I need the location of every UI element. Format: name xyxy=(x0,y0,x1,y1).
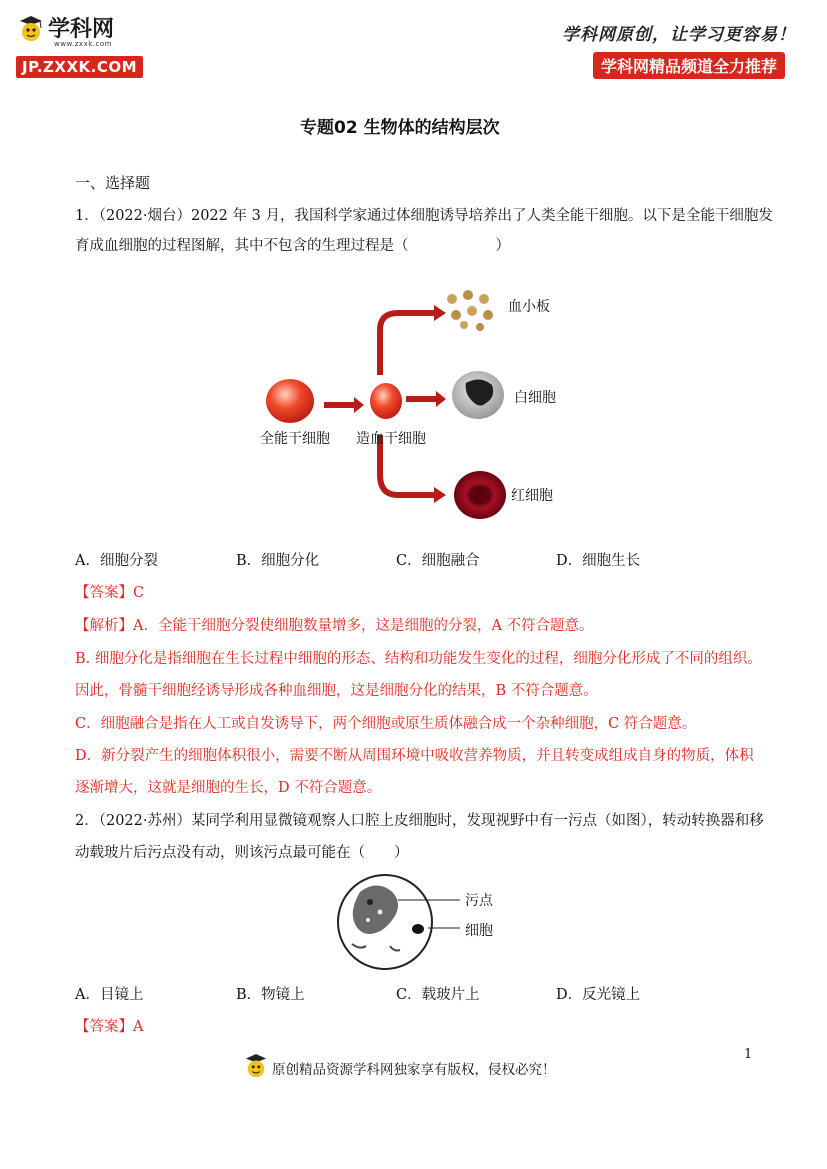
page-number: 1 xyxy=(744,1047,753,1062)
q2-option-a[interactable]: A．目镜上 xyxy=(75,987,144,1003)
footer-mascot-icon xyxy=(244,1052,268,1080)
q2-option-d[interactable]: D．反光镜上 xyxy=(556,987,641,1003)
q2-line2: 动载玻片后污点没有动，则该污点最可能在（ ） xyxy=(75,845,409,861)
slogan: 学科网原创，让学习更容易！ xyxy=(562,25,796,45)
q1-analysis-line: 逐渐增大，这就是细胞的生长，D 不符合题意。 xyxy=(75,780,382,796)
q2-line1: 2．（2022·苏州）某同学利用显微镜观察人口腔上皮细胞时，发现视野中有一污点（如图），转动转换器和移 xyxy=(75,813,764,829)
arrow-stem-to-hsc xyxy=(324,397,364,413)
q1-option-b[interactable]: B．细胞分化 xyxy=(236,553,320,569)
q1-analysis-line: C．细胞融合是指在人工或自发诱导下，两个细胞或原生质体融合成一个杂种细胞，C 符合题意。 xyxy=(75,716,697,732)
q1-line2: 育成血细胞的过程图解，其中不包含的生理过程是（ ） xyxy=(75,238,510,254)
hsc-image xyxy=(370,383,402,419)
stem-cell-image xyxy=(266,379,314,423)
q1-option-a[interactable]: A．细胞分裂 xyxy=(75,553,158,569)
label-spot: 污点 xyxy=(465,893,493,909)
site-badge[interactable]: JP.ZXXK.COM xyxy=(16,56,143,78)
section-heading: 一、选择题 xyxy=(75,174,151,192)
label-white-cell: 白细胞 xyxy=(514,390,556,406)
platelet-image xyxy=(447,290,493,331)
q2-option-c[interactable]: C．载玻片上 xyxy=(396,987,480,1003)
mascot-icon xyxy=(18,14,44,40)
label-hsc: 造血干细胞 xyxy=(356,431,426,447)
logo-url: www.zxxk.com xyxy=(54,40,112,48)
arrow-to-white xyxy=(406,391,446,407)
page-title: 专题02 生物体的结构层次 xyxy=(300,118,500,138)
arrow-to-platelet xyxy=(380,305,446,375)
label-stem-cell: 全能干细胞 xyxy=(260,431,330,447)
q1-line1: 1．（2022·烟台）2022 年 3 月，我国科学家通过体细胞诱导培养出了人类全能干细胞。以下是全能干细胞发 xyxy=(75,208,773,224)
figure-leader-lines xyxy=(398,890,468,940)
q1-option-c[interactable]: C．细胞融合 xyxy=(396,553,480,569)
label-platelet: 血小板 xyxy=(508,299,550,315)
channel-banner: 学科网精品频道全力推荐 xyxy=(593,52,785,79)
copyright-notice: 原创精品资源学科网独家享有版权，侵权必究！ xyxy=(272,1062,556,1078)
q1-option-d[interactable]: D．细胞生长 xyxy=(556,553,641,569)
q1-answer: 【答案】C xyxy=(75,585,145,601)
q2-answer: 【答案】A xyxy=(75,1019,144,1035)
q2-option-b[interactable]: B．物镜上 xyxy=(236,987,305,1003)
q1-analysis-line: 【解析】A．全能干细胞分裂使细胞数量增多，这是细胞的分裂，A 不符合题意。 xyxy=(75,618,594,634)
q1-analysis-line: B. 细胞分化是指细胞在生长过程中细胞的形态、结构和功能发生变化的过程，细胞分化形成了不同的组织。 xyxy=(75,651,762,667)
q1-analysis-line: 因此，骨髓干细胞经诱导形成各种血细胞，这是细胞分化的结果，B 不符合题意。 xyxy=(75,683,598,699)
logo-text: 学科网 xyxy=(48,17,115,42)
q1-analysis-line: D．新分裂产生的细胞体积很小，需要不断从周围环境中吸收营养物质，并且转变成组成自身的物质，体积 xyxy=(75,748,754,764)
label-red-cell: 红细胞 xyxy=(511,488,553,504)
label-cell: 细胞 xyxy=(465,923,493,939)
